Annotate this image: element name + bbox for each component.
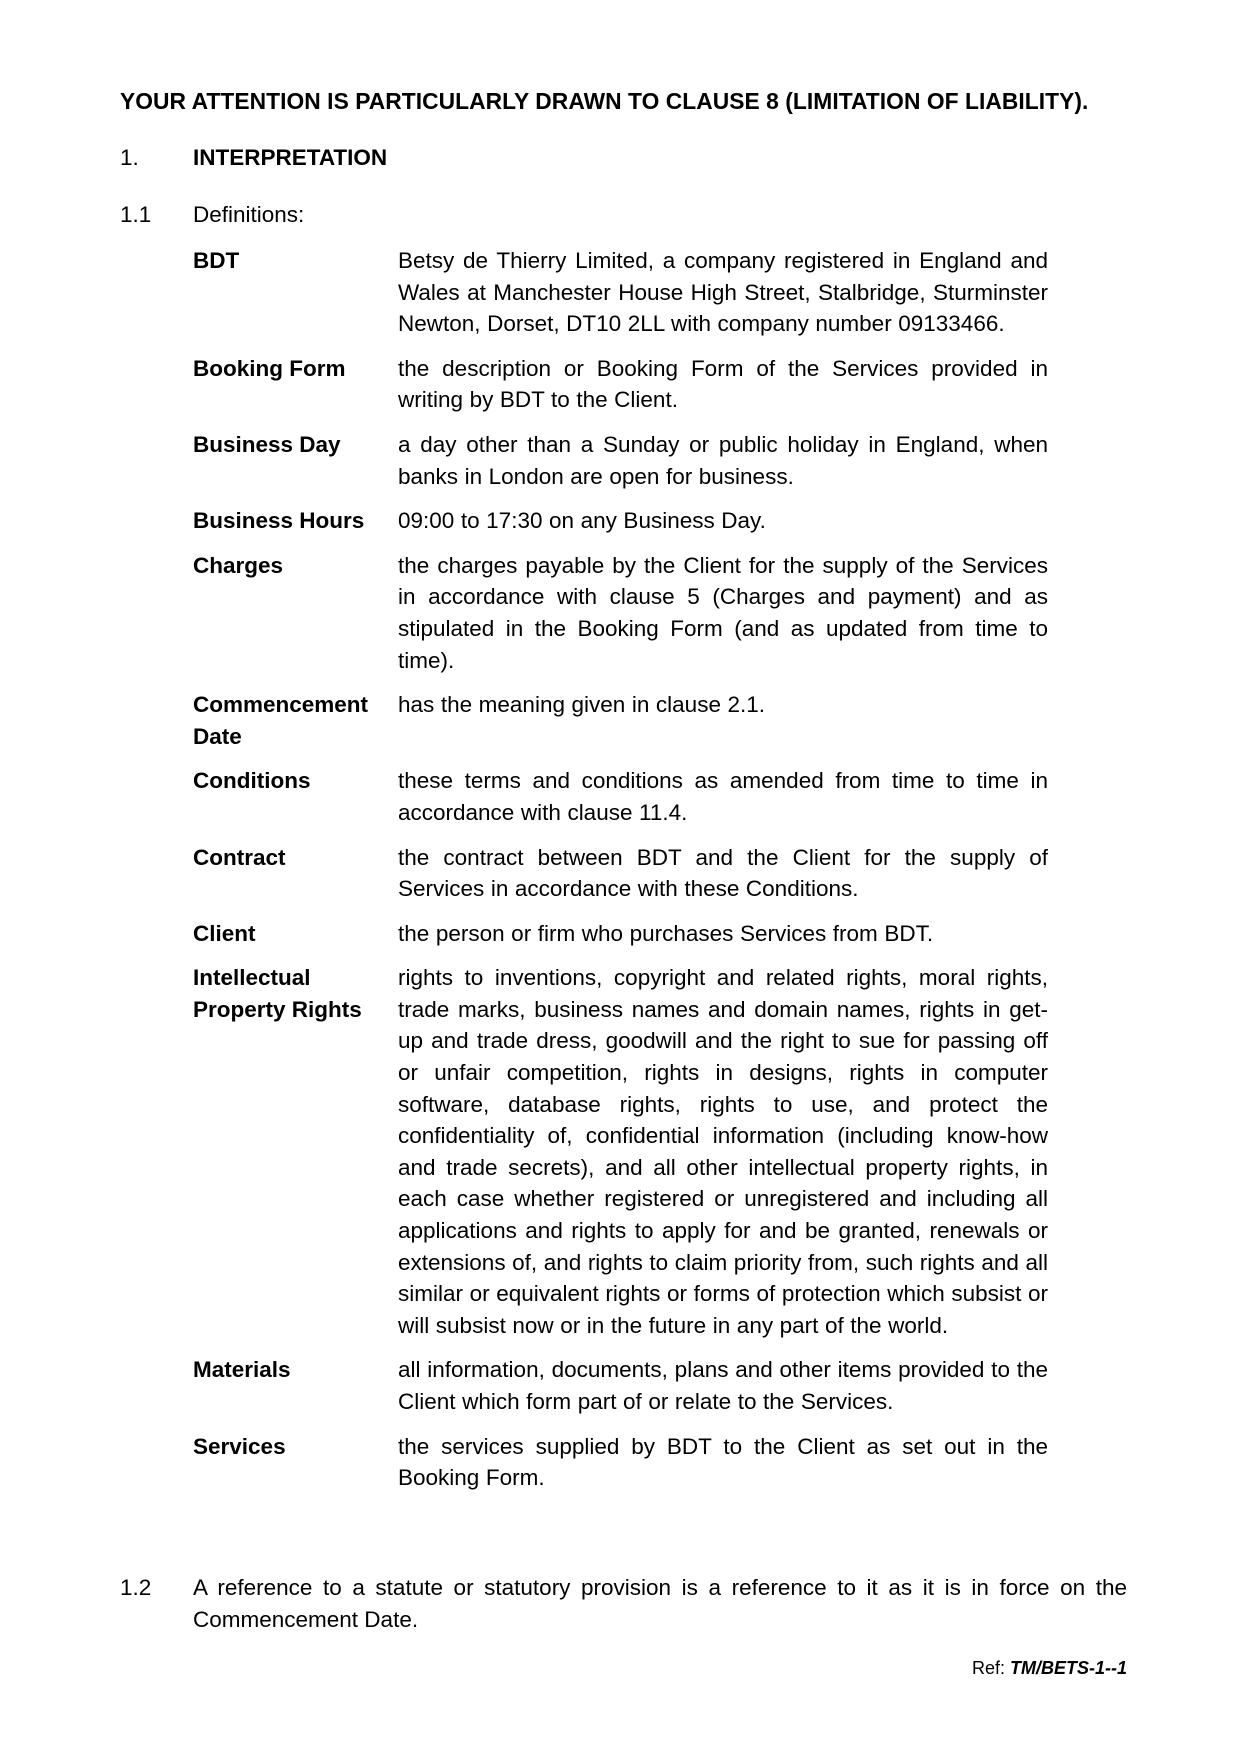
definition-meaning: Betsy de Thierry Limited, a company registered in England and Wales at Manchester House High Street, Stalbridge, Sturminster Newton, Dorset, DT10 2LL with company number 09133466.: [398, 248, 1048, 337]
definition-meaning: the description or Booking Form of the Services provided in writing by BDT to the Client.: [398, 355, 1048, 413]
definition-term: Business Day: [193, 431, 341, 457]
clause-number: 1.2: [120, 1575, 152, 1600]
section-number: 1.: [120, 145, 139, 170]
definitions-list: [193, 245, 1048, 1507]
definition-meaning: the person or firm who purchases Services from BDT.: [398, 920, 934, 946]
definition-term: Commencement Date: [193, 692, 369, 749]
definition-meaning: the charges payable by the Client for the supply of the Services in accordance with clause 5 (Charges and payment) and as stipulated in the Booking Form (and as updated from time to time).: [398, 552, 1048, 673]
definition-term: Client: [193, 920, 256, 946]
definition-meaning: a day other than a Sunday or public holiday in England, when banks in London are open for business.: [398, 431, 1048, 489]
clause-number: 1.1: [120, 202, 152, 227]
clause-text: A reference to a statute or statutory provision is a reference to it as it is in force on the Commencement Date.: [193, 1575, 1127, 1632]
definition-item: [193, 918, 1048, 950]
clause-1-2: [120, 1572, 1127, 1635]
section-title: INTERPRETATION: [193, 145, 388, 170]
definition-item: [193, 1431, 1048, 1494]
reference-label: Ref:: [971, 1658, 1005, 1678]
definition-meaning: all information, documents, plans and other items provided to the Client which form part of or relate to the Services.: [398, 1357, 1048, 1414]
clause-text: Definitions:: [193, 202, 305, 227]
definition-item: [193, 505, 1048, 537]
definition-item: [193, 842, 1048, 905]
definition-item: [193, 550, 1048, 676]
definition-term: Booking Form: [193, 355, 346, 381]
definition-item: [193, 962, 1048, 1341]
definition-meaning: these terms and conditions as amended from time to time in accordance with clause 11.4.: [398, 768, 1048, 825]
definition-item: [193, 245, 1048, 340]
definition-meaning: the contract between BDT and the Client for the supply of Services in accordance with these Conditions.: [398, 844, 1048, 902]
document-reference: [972, 1653, 1127, 1685]
definition-meaning: rights to inventions, copyright and related rights, moral rights, trade marks, business names and domain names, rights in get-up and trade dress, goodwill and the right to sue for passing off or unfair competition, rights in designs, rights in computer software, database rights, rights to use, and protect the confidentiality of, confidential information (including know-how and trade secrets), and all other intellectual property rights, in each case whether registered or unregistered and including all applications and rights to apply for and be granted, renewals or extensions of, and rights to claim priority from, such rights and all similar or equivalent rights or forms of protection which subsist or will subsist now or in the future in any part of the world.: [398, 965, 1048, 1338]
definition-meaning: 09:00 to 17:30 on any Business Day.: [398, 508, 766, 534]
definition-item: [193, 353, 1048, 416]
definition-item: [193, 765, 1048, 828]
definition-term: BDT: [193, 248, 240, 273]
definition-item: [193, 689, 1048, 752]
definition-term: Services: [193, 1433, 286, 1459]
reference-code: TM/BETS-1--1: [1010, 1658, 1127, 1678]
definition-term: Contract: [193, 844, 286, 870]
definition-item: [193, 429, 1048, 492]
definition-term: Charges: [193, 552, 284, 578]
definition-term: Business Hours: [193, 508, 365, 534]
definition-meaning: has the meaning given in clause 2.1.: [398, 692, 766, 718]
definition-term: Intellectual Property Rights: [193, 965, 362, 1022]
definition-item: [193, 1354, 1048, 1417]
definition-meaning: the services supplied by BDT to the Client as set out in the Booking Form.: [398, 1433, 1048, 1491]
definition-term: Conditions: [193, 768, 311, 794]
liability-notice: YOUR ATTENTION IS PARTICULARLY DRAWN TO CLAUSE 8 (LIMITATION OF LIABILITY).: [120, 88, 1089, 114]
definition-term: Materials: [193, 1357, 291, 1383]
